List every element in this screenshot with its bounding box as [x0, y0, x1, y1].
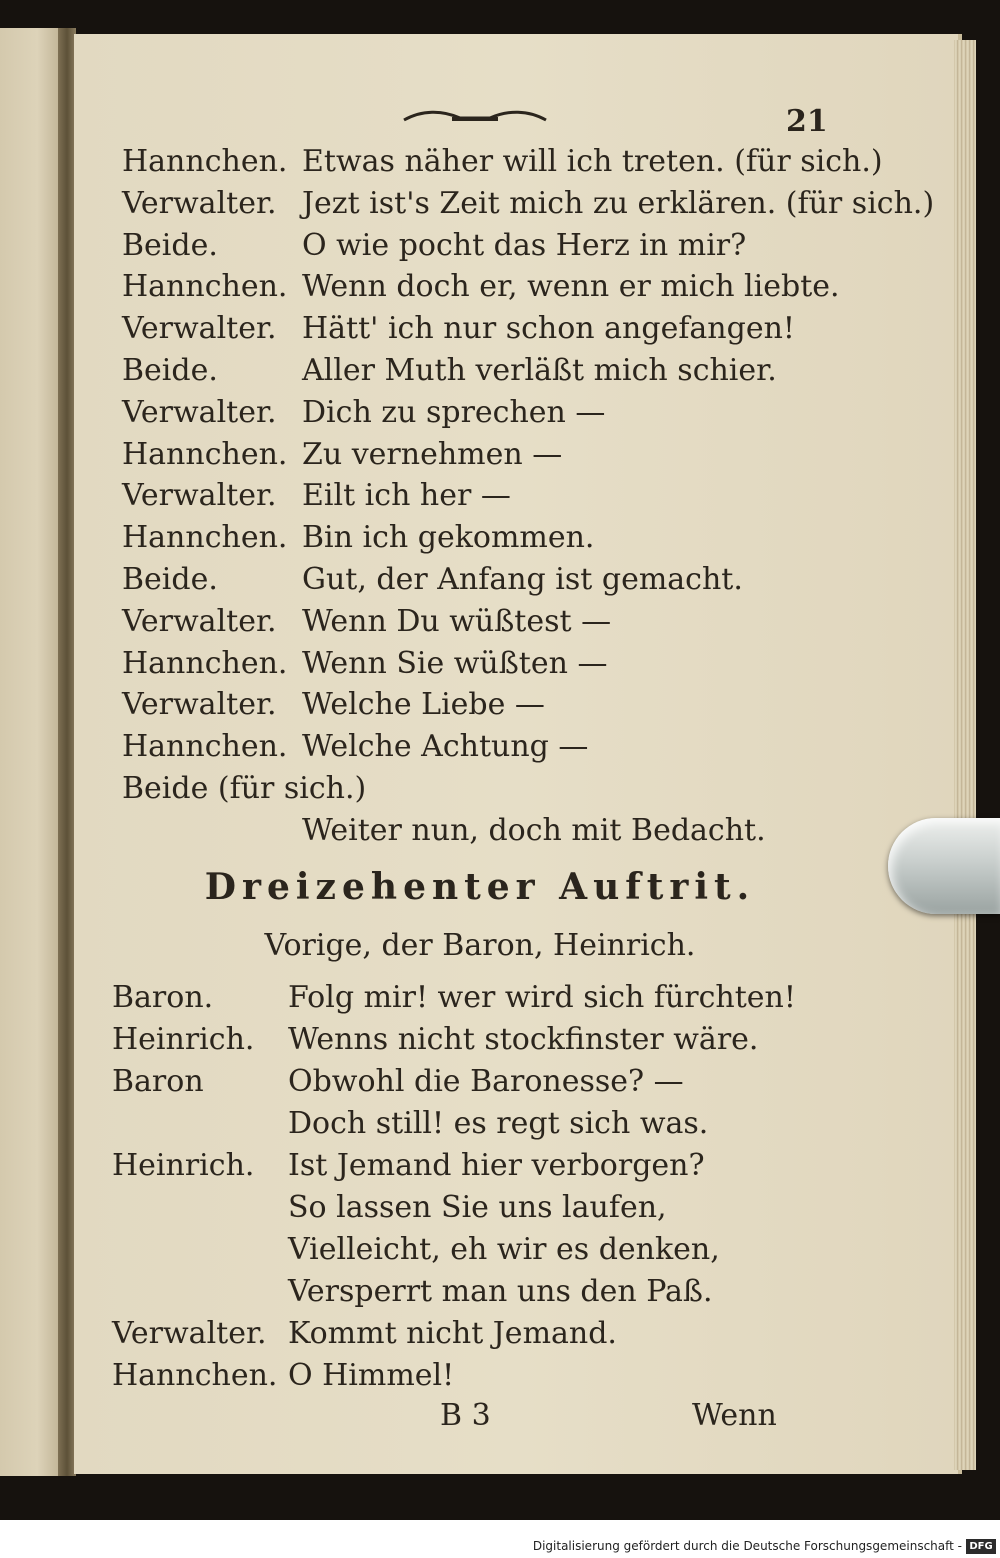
spoken-text: Welche Achtung —	[302, 729, 589, 765]
spoken-text: Etwas näher will ich treten. (für sich.)	[302, 144, 883, 179]
spoken-text: Obwohl die Baronesse? —	[288, 1064, 684, 1099]
speaker-name: Beide.	[122, 353, 218, 388]
decorative-rule-icon	[402, 108, 548, 126]
spoken-text: Gut, der Anfang ist gemacht.	[302, 562, 743, 597]
speaker-name: Verwalter.	[122, 687, 277, 723]
speaker-name: Hannchen.	[122, 436, 288, 472]
spoken-text: Kommt nicht Jemand.	[288, 1316, 617, 1351]
spoken-text: Wenn Sie wüßten —	[302, 645, 608, 681]
speaker-name: Heinrich.	[112, 1148, 255, 1183]
speaker-name: Verwalter.	[112, 1316, 267, 1351]
spoken-text: Wenn doch er, wenn er mich liebte.	[302, 269, 840, 305]
speaker-name: Hannchen.	[122, 729, 288, 765]
speaker-name: Baron.	[112, 980, 214, 1015]
spoken-text: O wie pocht das Herz in mir?	[302, 227, 747, 263]
speaker-name: Verwalter.	[122, 478, 277, 514]
spoken-text: Jezt ist's Zeit mich zu erklären. (für sich.)	[302, 185, 935, 221]
speaker-name: Hannchen.	[122, 269, 288, 305]
spoken-text: Eilt ich her —	[302, 478, 511, 514]
cast-line: Vorige, der Baron, Heinrich.	[264, 928, 696, 963]
spoken-text: Zu vernehmen —	[302, 436, 563, 472]
page-stack-edge	[954, 40, 976, 1470]
speaker-name: Verwalter.	[122, 394, 277, 430]
spoken-text: Welche Liebe —	[302, 687, 545, 723]
speaker-name: Heinrich.	[112, 1022, 255, 1057]
dfg-logo: DFG	[966, 1539, 996, 1554]
digitization-credit: Digitalisierung gefördert durch die Deutsche Forschungsgemeinschaft -	[532, 1539, 962, 1553]
spoken-text: Doch still! es regt sich was.	[288, 1106, 709, 1141]
speaker-name: Beide.	[122, 227, 218, 263]
spoken-text: Wenns nicht stockfinster wäre.	[288, 1022, 759, 1057]
speaker-name: Hannchen.	[122, 144, 288, 179]
page-number: 21	[786, 104, 828, 139]
spoken-text: Folg mir! wer wird sich fürchten!	[288, 980, 796, 1015]
speaker-name: Beide (für sich.)	[122, 771, 367, 806]
speaker-name: Hannchen.	[122, 645, 288, 681]
spoken-text: O Himmel!	[288, 1358, 455, 1393]
speaker-name: Beide.	[122, 562, 218, 597]
spoken-text: So lassen Sie uns laufen,	[288, 1190, 667, 1225]
speaker-name: Hannchen.	[112, 1358, 278, 1393]
speaker-name: Verwalter.	[122, 185, 277, 221]
speaker-name: Baron	[112, 1064, 204, 1099]
scene-title: Dreizehenter Auftrit.	[204, 866, 756, 908]
catchword: Wenn	[692, 1398, 777, 1433]
spoken-text: Weiter nun, doch mit Bedacht.	[302, 812, 766, 848]
speaker-name: Verwalter.	[122, 311, 277, 347]
spoken-text: Ist Jemand hier verborgen?	[288, 1148, 705, 1183]
spoken-text: Versperrt man uns den Paß.	[288, 1274, 713, 1309]
spoken-text: Hätt' ich nur schon angefangen!	[302, 311, 795, 347]
spoken-text: Vielleicht, eh wir es denken,	[288, 1232, 720, 1267]
speaker-name: Verwalter.	[122, 603, 277, 639]
spoken-text: Dich zu sprechen —	[302, 394, 606, 430]
spoken-text: Bin ich gekommen.	[302, 520, 595, 556]
left-page-edge	[0, 28, 62, 1476]
spoken-text: Aller Muth verläßt mich schier.	[302, 353, 777, 388]
signature-mark: B 3	[440, 1398, 491, 1433]
spoken-text: Wenn Du wüßtest —	[302, 603, 612, 639]
speaker-name: Hannchen.	[122, 520, 288, 556]
